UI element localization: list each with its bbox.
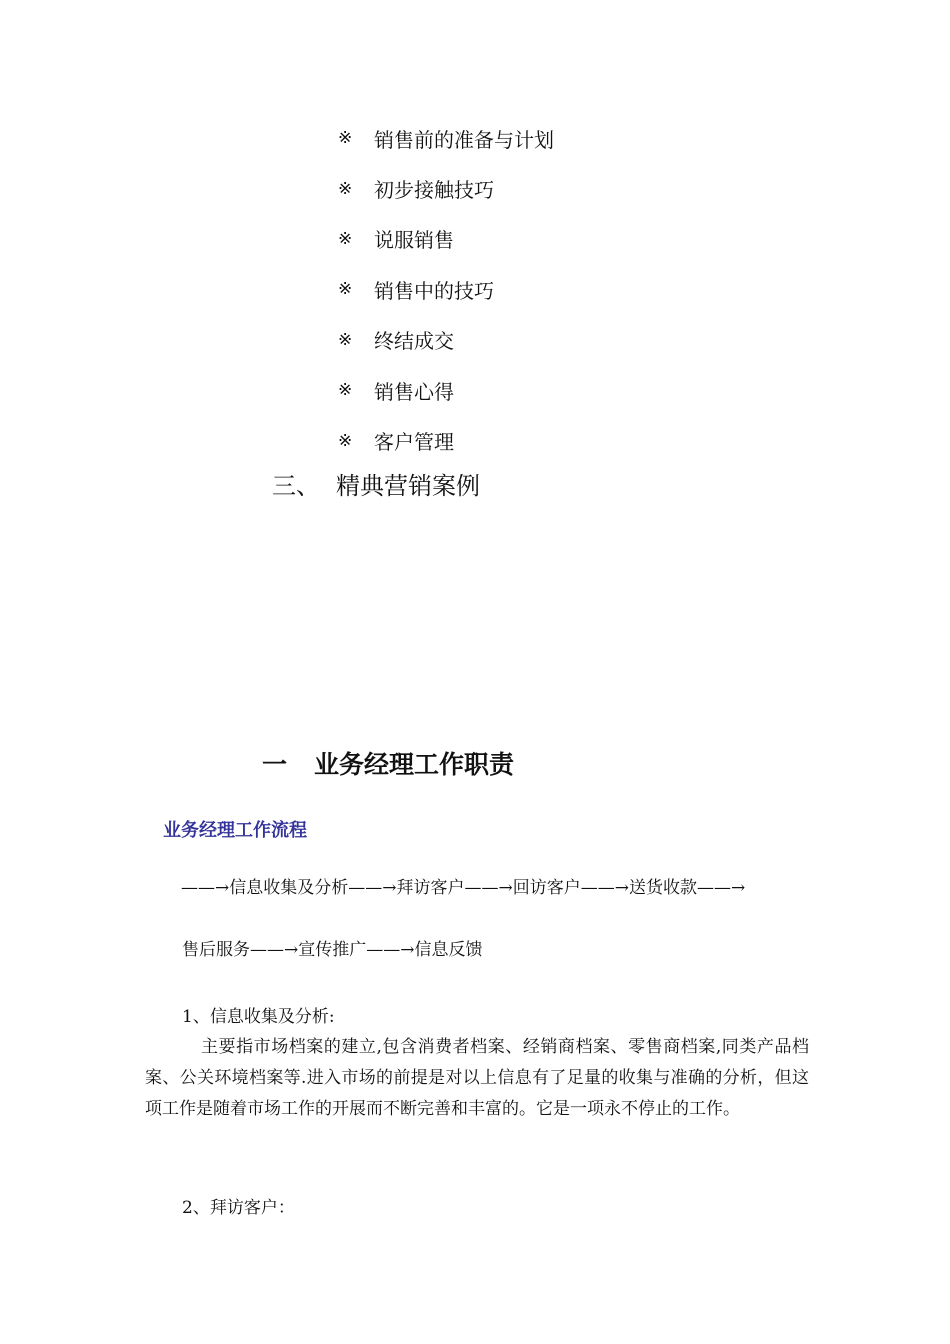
reference-mark-icon: ※ [338, 380, 353, 401]
list-item-label: 客户管理 [374, 430, 454, 455]
list-item [338, 264, 554, 314]
reference-mark-icon: ※ [338, 279, 353, 300]
list-item [338, 315, 554, 365]
section-body-1: 主要指市场档案的建立,包含消费者档案、经销商档案、零售商档案,同类产品档案、公关环境档案等.进入市场的前提是对以上信息有了足量的收集与准确的分析，但这项工作是随着市场工作的开展而不断完善和丰富的。它是一项永不停止的工作。 [145, 1037, 809, 1119]
reference-mark-icon: ※ [338, 228, 353, 249]
section-three-heading [272, 466, 480, 501]
section-heading-2: 2、拜访客户： [182, 1198, 295, 1218]
list-item [338, 163, 554, 213]
list-item-label: 说服销售 [374, 228, 454, 253]
section-title: 精典营销案例 [336, 472, 480, 500]
chapter-title [262, 745, 514, 781]
list-item-label: 初步接触技巧 [374, 178, 494, 203]
list-item-label: 销售前的准备与计划 [374, 127, 554, 152]
outline-bullet-list [338, 113, 554, 466]
list-item [338, 214, 554, 264]
section-number: 三、 [272, 472, 320, 500]
chapter-title-text: 业务经理工作职责 [314, 750, 515, 779]
list-item [338, 113, 554, 163]
list-item-label: 终结成交 [374, 329, 454, 354]
chapter-number: 一 [262, 750, 288, 779]
list-item [338, 415, 554, 465]
list-item-label: 销售心得 [374, 379, 454, 404]
workflow-title: 业务经理工作流程 [163, 820, 307, 841]
list-item [338, 365, 554, 415]
reference-mark-icon: ※ [338, 329, 353, 350]
reference-mark-icon: ※ [338, 430, 353, 451]
reference-mark-icon: ※ [338, 128, 353, 149]
section-heading-1: 1、信息收集及分析: [182, 1007, 335, 1027]
workflow-line-2: 售后服务——→宣传推广——→信息反馈 [182, 940, 483, 960]
workflow-line-1: ——→信息收集及分析——→拜访客户——→回访客户——→送货收款——→ [181, 878, 746, 898]
reference-mark-icon: ※ [338, 178, 353, 199]
list-item-label: 销售中的技巧 [374, 278, 494, 303]
